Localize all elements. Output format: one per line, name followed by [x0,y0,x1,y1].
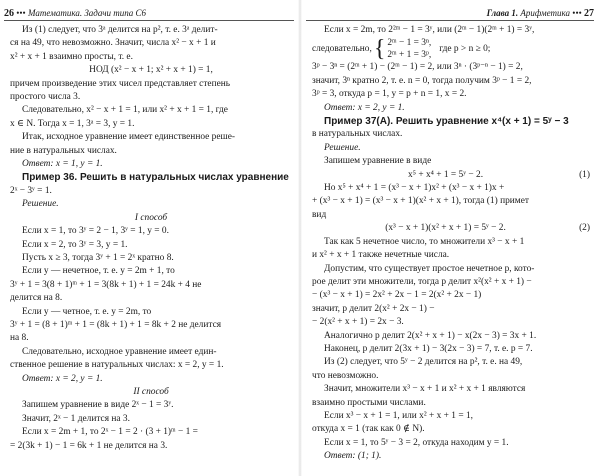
example-title: Пример 36. Решить в натуральных числах уравнение [22,172,289,184]
text-line: взаимно простыми числами. [312,397,426,408]
text-line: ся на 49, что невозможно. Значит, числа x² − x + 1 и [10,38,216,49]
page-text [10,24,292,453]
brace-symbol: { [373,36,386,63]
header-rule [306,20,594,21]
solution-label: Решение. [324,142,361,153]
text-line: вид [312,209,327,220]
text-line: в натуральных числах. [312,129,403,140]
text-line: + (x³ − x + 1) = (x³ − x + 1)(x² + x + 1), тогда (1) примет [312,196,529,207]
text-line: Если x = 2, то 3ʸ = 3, y = 1. [22,239,128,250]
text-line: 3ᵖ = 3, откуда p = 1, y = p + n = 1, x = 2. [312,89,467,100]
text-line: Следовательно, исходное уравнение имеет един- [22,346,217,357]
example-heading [312,115,590,128]
text-line: значит, p делит 2(x² + 2x − 1) − [312,303,435,314]
head-marker: ••• [572,8,582,18]
text-line: Значит, 2ˣ − 1 делится на 3. [22,413,130,424]
equation-number: (1) [579,169,590,180]
text-line: Если x = 1, то 3ʸ = 2 − 1, 3ʸ = 1, y = 0. [22,226,169,237]
text-line: откуда x = 1 (так как 0 ∉ N). [312,424,425,435]
answer-line: Ответ: x = 2, y = 1. [22,373,103,384]
text-line: Пусть x ≥ 3, тогда 3ʸ + 1 = 2ˣ кратно 8. [22,252,174,263]
text-line: ственное решение в натуральных числах: x = 2, y = 1. [10,360,224,371]
text-line: причем произведение этих чисел представляет степень [10,78,231,89]
text-line: значит, 3ⁿ кратно 2, т. е. n = 0, тогда получим 3ᵖ − 1 = 2, [312,75,532,86]
system-condition: где p > n ≥ 0; [439,43,491,54]
system-row: 2ᵐ + 1 = 3ᵖ, [387,50,432,61]
text-line: − (x³ − x + 1) = 2x² + 2x − 1 = 2(x² + 2x − 1) [312,290,482,301]
numbered-equation [312,222,590,235]
text-line: Запишем уравнение в виде 2ˣ − 1 = 3ʸ. [22,400,174,411]
head-marker: ••• [16,8,26,18]
equation-number: (2) [579,223,590,234]
text-line: Запишем уравнение в виде [324,156,432,167]
text-line: Если x = 2m + 1, то 2ˣ − 1 = 2 · (3 + 1)ᵐ − 1 = [22,427,198,438]
page-number: 27 [584,8,594,19]
page-text [312,24,590,464]
answer-line: Ответ: (1; 1). [324,451,382,462]
text-line: Но x⁵ + x⁴ + 1 = (x³ − x + 1)x² + (x³ − x + 1)x + [324,183,505,194]
running-head-left [0,6,300,20]
text-line: − 2(x² + x + 1) = 2x − 3. [312,317,404,328]
answer-line: Ответ: x = 1, y = 1. [22,159,103,170]
text-line: Аналогично p делит 2(x² + x + 1) − x(2x − 3) = 3x + 1. [324,330,537,341]
example-heading [10,171,292,184]
text-line: и x² + x + 1 также нечетные числа. [312,250,450,261]
text-line: простого числа 3. [10,92,81,103]
text-line: следовательно, [312,43,372,54]
running-head-right [300,6,600,20]
text-line: Если x³ − x + 1 = 1, или x² + x + 1 = 1, [324,410,473,421]
text-line: 3ᵖ − 3ⁿ = (2ᵐ + 1) − (2ᵐ − 1) = 2, или 3ⁿ · (3ᵖ⁻ⁿ − 1) = 2, [312,62,523,73]
text-line: Так как 5 нечетное число, то множители x³ − x + 1 [324,236,525,247]
text-line: рое делит эти множители, тогда p делит x²(x² + x + 1) − [312,276,532,287]
text-line: = 2(3k + 1) − 1 = 6k + 1 не делится на 3. [10,440,168,451]
text-line: делится на 8. [10,293,63,304]
method-heading: II способ [133,386,169,397]
numbered-equation [312,169,590,182]
text-line: 3ʸ + 1 = (8 + 1)ᵐ + 1 = (8k + 1) + 1 = 8k + 2 не делится [10,319,222,330]
text-line: Допустим, что существует простое нечетное p, кото- [324,263,535,274]
text-line: Если x = 1, то 5ʸ − 3 = 2, откуда находим y = 1. [324,437,509,448]
text-line: 3ʸ + 1 = 3(8 + 1)ᵐ + 1 = 3(8k + 1) + 1 = 24k + 4 не [10,279,202,290]
system-rows [387,37,431,61]
running-title: Математика. Задачи типа С6 [27,8,147,18]
text-line: Значит, множители x³ − x + 1 и x² + x + 1 являются [324,384,526,395]
solution-label: Решение. [22,199,59,210]
text-line: Если x = 2m, то 2²ᵐ − 1 = 3ʸ, или (2ᵐ − 1)(2ᵐ + 1) = 3ʸ, [324,25,535,35]
text-line: Если y — четное, т. е. y = 2m, то [22,306,152,317]
right-page [300,0,600,476]
text-line: Наконец, p делит 2(3x + 1) − 3(2x − 3) = 7, т. е. p = 7. [324,343,533,354]
text-line: Следовательно, x² − x + 1 = 1, или x² + x + 1 = 1, где [22,105,228,116]
text-line: Из (2) следует, что 5ʸ − 2 делится на p², т. е. на 49, [324,357,523,368]
system-row: 2ᵐ − 1 = 3ⁿ, [387,38,432,49]
text-line: x² + x + 1 взаимно просты, т. е. [10,51,133,62]
text-line: Из (1) следует, что 3ᵃ делится на p², т. е. 3ᵃ делит- [22,25,218,35]
chapter-label: Глава 1. [486,8,519,18]
text-line: на 8. [10,333,29,344]
text-line: 2ˣ − 3ʸ = 1. [10,185,52,196]
text-line: Если y — нечетное, т. е. y = 2m + 1, то [22,266,175,277]
equation-system [312,37,590,61]
text-line: Итак, исходное уравнение имеет единственное реше- [22,132,235,143]
header-rule [4,20,294,21]
formula-line: НОД (x² − x + 1; x² + x + 1) = 1, [89,65,213,76]
text-line: ние в натуральных числах. [10,145,117,156]
text-line: что невозможно. [312,370,379,381]
equation-text: x⁵ + x⁴ + 1 = 5ʸ − 2. [408,169,484,180]
page-number: 26 [4,8,14,19]
method-heading: I способ [134,212,168,223]
equation-text: (x³ − x + 1)(x² + x + 1) = 5ʸ − 2. [385,223,506,234]
running-title: Арифметика [520,8,571,18]
text-line: x ∈ N. Тогда x = 1, 3ᵃ = 3, y = 1. [10,118,135,129]
example-title: Пример 37(А). Решить уравнение x⁴(x + 1) = 5ʸ − 3 [324,116,569,128]
answer-line: Ответ: x = 2, y = 1. [324,102,405,113]
